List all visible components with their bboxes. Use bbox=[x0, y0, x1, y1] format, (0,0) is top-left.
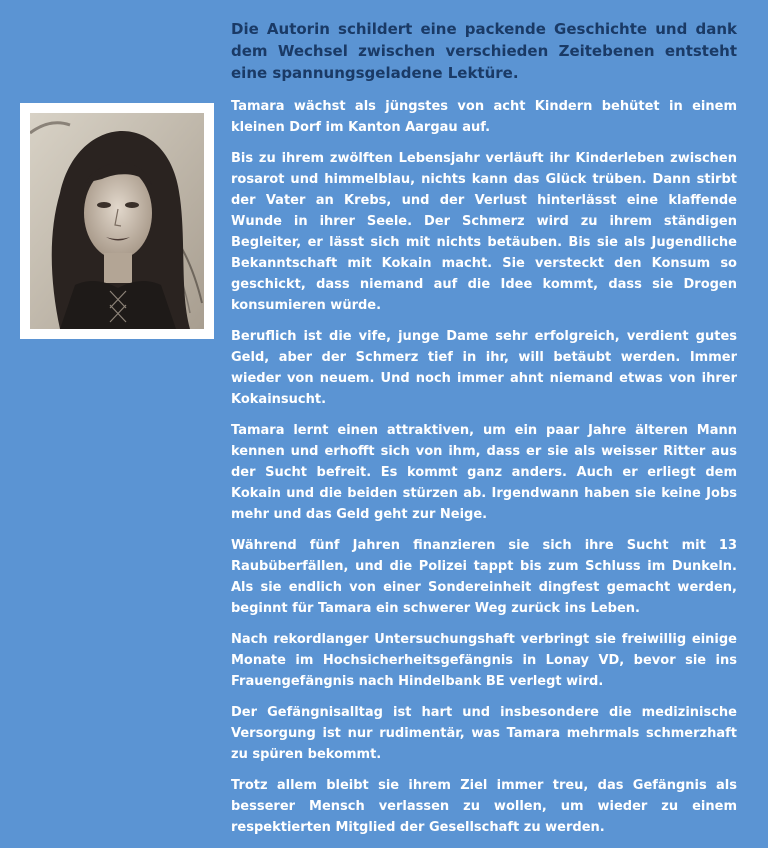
body-paragraph: Bis zu ihrem zwölften Lebensjahr verläuft ihr Kinderleben zwischen rosarot und himmelblau, nichts kann das Glück trüben. Dann stirbt der Vater an Krebs, und der Verlust hinterlässt eine klaffende Wunde in ihrer Seele. Der Schmerz wird zu ihrem ständigen Begleiter, er lässt sich mit nichts betäuben. Bis sie als Jugendliche Bekanntschaft mit Kokain macht. Sie versteckt den Konsum so geschickt, dass niemand auf die Idee kommt, dass sie Drogen konsumieren würde. bbox=[231, 151, 737, 313]
author-photo-frame bbox=[20, 103, 214, 339]
body-paragraph: Trotz allem bleibt sie ihrem Ziel immer treu, das Gefängnis als besserer Mensch verlassen zu wollen, um wieder zu einem respektierten Mitglied der Gesellschaft zu werden. bbox=[231, 778, 737, 835]
body-paragraph: Während fünf Jahren finanzieren sie sich ihre Sucht mit 13 Raubüberfällen, und die Polizei tappt bis zum Schluss im Dunkeln. Als sie endlich von einer Sondereinheit dingfest gemacht werden, beginnt für Tamara ein schwerer Weg zurück ins Leben. bbox=[231, 538, 737, 616]
body-paragraph: Tamara lernt einen attraktiven, um ein paar Jahre älteren Mann kennen und erhofft sich von ihm, dass er sie als weisser Ritter aus der Sucht befreit. Es kommt ganz anders. Auch er erliegt dem Kokain und die beiden stürzen ab. Irgendwann haben sie keine Jobs mehr und das Geld geht zur Neige. bbox=[231, 423, 737, 522]
intro-paragraph: Die Autorin schildert eine packende Geschichte und dank dem Wechsel zwischen verschieden Zeitebenen entsteht eine spannungsgeladene Lektüre. bbox=[231, 20, 737, 82]
author-portrait-photo bbox=[30, 113, 204, 329]
text-column bbox=[231, 18, 737, 848]
body-paragraph: Der Gefängnisalltag ist hart und insbesondere die medizinische Versorgung ist nur rudimentär, was Tamara mehrmals schmerzhaft zu spüren bekommt. bbox=[231, 705, 737, 762]
body-paragraph: Tamara wächst als jüngstes von acht Kindern behütet in einem kleinen Dorf im Kanton Aargau auf. bbox=[231, 99, 737, 135]
body-paragraph: Beruflich ist die vife, junge Dame sehr erfolgreich, verdient gutes Geld, aber der Schmerz tief in ihr, will betäubt werden. Immer wieder von neuem. Und noch immer ahnt niemand etwas von ihrer Kokainsucht. bbox=[231, 329, 737, 407]
body-paragraph: Nach rekordlanger Untersuchungshaft verbringt sie freiwillig einige Monate im Hochsicherheitsgefängnis in Lonay VD, bevor sie ins Frauengefängnis nach Hindelbank BE verlegt wird. bbox=[231, 632, 737, 689]
